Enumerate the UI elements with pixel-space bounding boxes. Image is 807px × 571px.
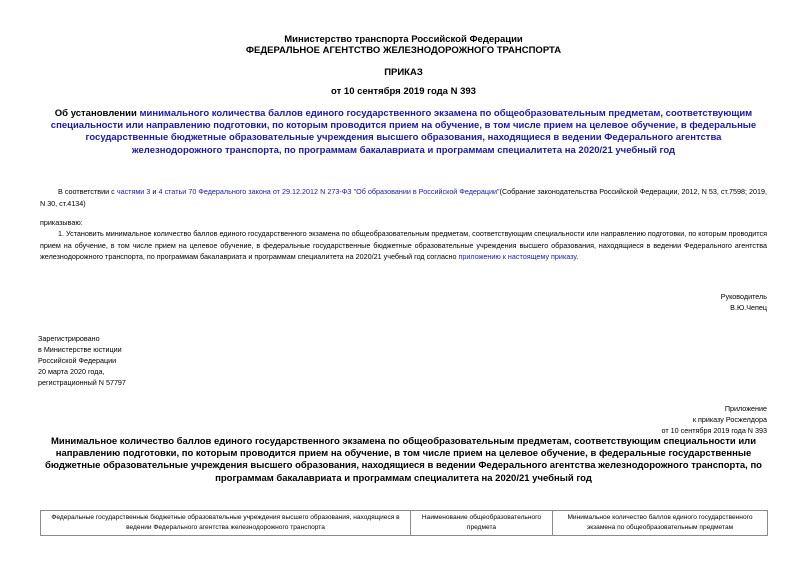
preamble-lead: В соответствии с (58, 187, 117, 196)
registration-line: 20 марта 2020 года, (38, 367, 105, 376)
appendix-table (40, 510, 768, 536)
document-date: от 10 сентября 2019 года N 393 (331, 86, 476, 97)
preamble-conjunction: и (150, 187, 159, 196)
appendix-ref: к приказу Росжелдора (692, 415, 767, 424)
registration-line: Российской Федерации (38, 356, 117, 365)
table-header-row (41, 511, 768, 536)
table-header-cell: Федеральные государственные бюджетные образовательные учреждения высшего образования, находящиеся в ведении Федерального агентства железнодорожного транспорта (41, 511, 411, 536)
preamble-tail: (Собрание законодательства Российской Федерации, 2012, N 53, ст.7598; 2019, N 30, ст.4134) (40, 187, 768, 208)
title-prefix: Об установлении (54, 108, 140, 119)
appendix-title: Минимальное количество баллов единого государственного экзамена по общеобразовательным предметам, соответствующим специальности или направлению подготовки, по которым проводится прием на обучение, в том числе прием на целевое обучение, в федеральные государственные бюджетные образовательные учреждения высшего образования, находящиеся в ведении Федерального агентства железнодорожного транспорта, по программам бакалавриата и программам специалитета на 2020/21 учебный год (45, 436, 762, 484)
signature-name: В.Ю.Чепец (730, 303, 767, 312)
ministry-name: Министерство транспорта Российской Федерации (284, 34, 523, 45)
registration-line: регистрационный N 57797 (38, 378, 126, 387)
order-item-1-text: 1. Установить минимальное количество баллов единого государственного экзамена по общеобразовательным предметам, соответствующим специальности или направлению подготовки, по которым проводится прием на обучение, в том числе прием на целевое обучение, в федеральные государственные бюджетные образовательные учреждения высшего образования, находящиеся в ведении Федерального агентства железнодорожного транспорта, по программам бакалавриата и программам специалитета на 2020/21 учебный год согласно (40, 229, 767, 261)
title-link[interactable]: минимального количества баллов единого государственного экзамена по общеобразовательным предметам, соответствующим специальности или направлению подготовки, по которым проводится прием на обучение, в том числе прием на целевое обучение, в федеральные государственные бюджетные образовательные учреждения высшего образования, находящиеся в ведении Федерального агентства железнодорожного транспорта, по программам бакалавриата и программам специалитета на 2020/21 учебный год (50, 108, 757, 156)
registration-line: в Министерстве юстиции (38, 345, 122, 354)
appendix-date: от 10 сентября 2019 года N 393 (661, 426, 767, 435)
appendix-label: Приложение (724, 404, 767, 413)
table-header-cell: Минимальное количество баллов единого государственного экзамена по общеобразовательным предметам (553, 511, 768, 536)
appendix-link[interactable]: приложению к настоящему приказу (458, 252, 577, 261)
preamble-paragraph (40, 186, 767, 209)
order-item-1 (40, 228, 767, 263)
document-title (40, 108, 767, 157)
signature-position: Руководитель (720, 292, 767, 301)
order-item-1-end: . (576, 252, 579, 261)
agency-name: ФЕДЕРАЛЬНОЕ АГЕНТСТВО ЖЕЛЕЗНОДОРОЖНОГО ТРАНСПОРТА (245, 45, 562, 56)
registration-line: Зарегистрировано (38, 334, 100, 343)
preamble-link-law[interactable]: 4 статьи 70 Федерального закона от 29.12.2012 N 273-ФЗ "Об образовании в Российской Федерации" (158, 187, 500, 196)
preamble-link-parts[interactable]: частями 3 (116, 187, 151, 196)
table-header-cell: Наименование общеобразовательного предмета (411, 511, 553, 536)
document-type: ПРИКАЗ (384, 67, 423, 78)
order-command: приказываю: (40, 218, 83, 227)
